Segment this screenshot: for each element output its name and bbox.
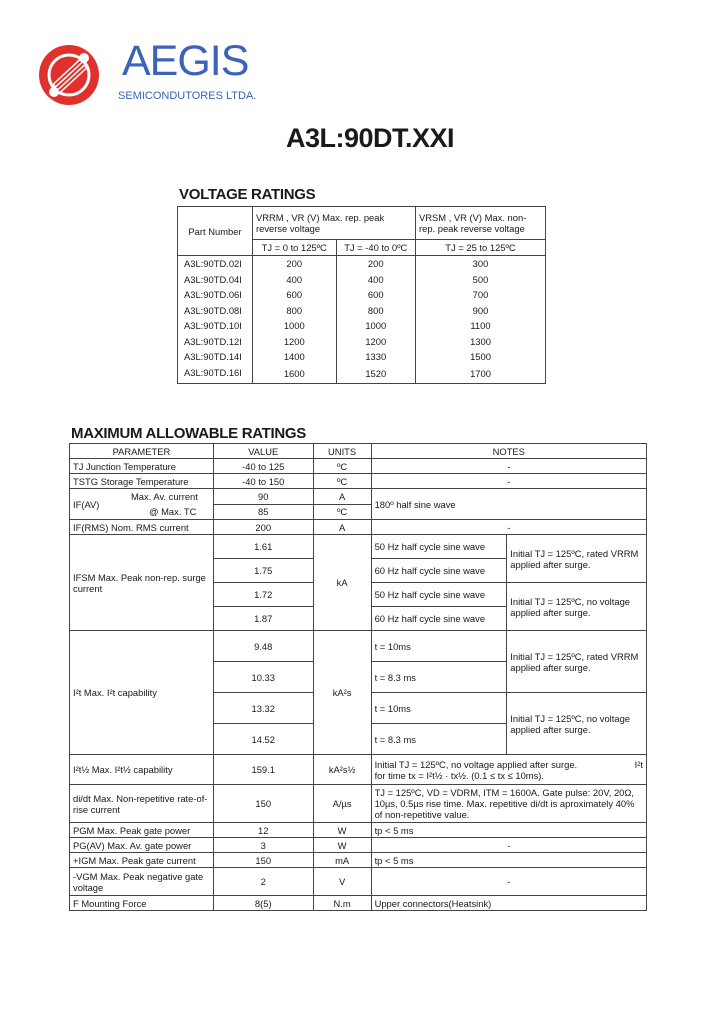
vrrm-value: 1400 [253,349,337,365]
param-label: TSTG Storage Temperature [70,474,214,489]
param-label: +IGM Max. Peak gate current [70,853,214,868]
param-value: 8(5) [213,896,313,911]
param-value: 13.32 [213,693,313,724]
header-value: VALUE [213,444,313,459]
param-label: IFSM Max. Peak non-rep. surge current [70,535,214,631]
vrsm-value: 900 [416,303,546,319]
param-unit: N.m [313,896,371,911]
ifav-symbol: IF(AV) [73,498,100,510]
param-value: 10.33 [213,662,313,693]
table-row [70,823,647,838]
param-value: 1.61 [213,535,313,559]
param-unit: V [313,868,371,896]
param-unit: kA [313,535,371,631]
table-row [70,896,647,911]
param-value: 159.1 [213,755,313,785]
param-label: I²t½ Max. I²t½ capability [70,755,214,785]
i2rt-note-line2: for time tx = I²t½ · tx½. (0.1 ≤ tx ≤ 10ms). [374,769,545,781]
param-note: TJ = 125ºC, VD = VDRM, ITM = 1600A. Gate pulse: 20V, 20Ω, 10µs, 0.5µs rise time. Max. repetitive di/dt is aproximately 40% of non-repetitive value. [371,785,646,823]
document-title: A3L:90DT.XXI [286,123,455,153]
part-number: A3L:90TD.06I [178,287,253,303]
param-label: TJ Junction Temperature [70,459,214,474]
param-note: t = 8.3 ms [371,662,507,693]
vrsm-value: 1500 [416,349,546,365]
part-number: A3L:90TD.04I [178,272,253,288]
table-row [70,489,647,505]
vrsm-value: 300 [416,256,546,272]
param-unit: A [313,520,371,535]
param-label: F Mounting Force [70,896,214,911]
param-note: tp < 5 ms [371,823,646,838]
table-row [70,535,647,559]
part-number: A3L:90TD.12I [178,334,253,350]
table-row [70,785,647,823]
vrrm-value: 400 [253,272,337,288]
param-value: 200 [213,520,313,535]
header-vrrm: VRRM , VR (V) Max. rep. peak reverse voltage [253,207,416,240]
param-note: t = 8.3 ms [371,724,507,755]
vrsm-value: 500 [416,272,546,288]
vrrm-value: 800 [253,303,337,319]
table-row [178,272,546,288]
table-row [178,318,546,334]
vrrm-value: 1200 [253,334,337,350]
param-note: - [371,838,646,853]
ifav-sub1: Max. Av. current [131,491,198,502]
table-row [178,349,546,365]
param-condition: Initial TJ = 125ºC, no voltage applied after surge. [507,693,647,755]
vrrm-value: 1600 [253,365,337,384]
vrrm-value: 1000 [253,318,337,334]
param-note: 180º half sine wave [371,489,646,520]
company-logo-icon [38,44,100,106]
param-value: 9.48 [213,631,313,662]
voltage-ratings-title: VOLTAGE RATINGS [179,186,316,203]
param-value: 150 [213,853,313,868]
param-label: IF(RMS) Nom. RMS current [70,520,214,535]
param-unit: ºC [313,474,371,489]
param-value: 1.72 [213,583,313,607]
param-label: -VGM Max. Peak negative gate voltage [70,868,214,896]
param-note [371,755,646,785]
table-row [70,459,647,474]
part-number: A3L:90TD.16I [178,365,253,384]
param-unit: ºC [313,459,371,474]
i2rt-note-line1: Initial TJ = 125ºC, no voltage applied after surge. [374,758,578,770]
max-ratings-table [69,443,647,911]
header-vrsm: VRSM , VR (V) Max. non-rep. peak reverse voltage [416,207,546,240]
param-note: t = 10ms [371,693,507,724]
param-note: tp < 5 ms [371,853,646,868]
param-value: -40 to 125 [213,459,313,474]
param-unit: kA²s½ [313,755,371,785]
vrrm-value: 600 [253,287,337,303]
table-row [178,365,546,384]
header-temp-2: TJ = -40 to 0ºC [336,240,415,256]
param-condition: Initial TJ = 125ºC, no voltage applied after surge. [507,583,647,631]
brand-subtitle: SEMICONDUTORES LTDA. [118,90,257,102]
param-condition: Initial TJ = 125ºC, rated VRRM applied after surge. [507,631,647,693]
param-unit: W [313,823,371,838]
param-value: 2 [213,868,313,896]
header-parameter: PARAMETER [70,444,214,459]
param-unit: A/µs [313,785,371,823]
param-value: 85 [213,504,313,520]
table-row [70,474,647,489]
param-note: Upper connectors(Heatsink) [371,896,646,911]
table-row [70,755,647,785]
table-row [70,868,647,896]
param-value: -40 to 150 [213,474,313,489]
vrsm-value: 1700 [416,365,546,384]
param-value: 1.87 [213,607,313,631]
param-note: 60 Hz half cycle sine wave [371,607,507,631]
vrsm-value: 1100 [416,318,546,334]
i2rt-note-line1b: I²t [634,758,643,770]
vrrm-value: 400 [336,272,415,288]
table-row [70,838,647,853]
ifav-sub2: @ Max. TC [149,506,197,517]
param-value: 1.75 [213,559,313,583]
table-row [70,853,647,868]
param-unit: A [313,489,371,505]
table-row [178,334,546,350]
param-condition: Initial TJ = 125ºC, rated VRRM applied after surge. [507,535,647,583]
header-temp-1: TJ = 0 to 125ºC [253,240,337,256]
param-label [70,489,214,520]
table-row [70,631,647,662]
table-row [178,303,546,319]
table-row [178,256,546,272]
param-label: PGM Max. Peak gate power [70,823,214,838]
vrrm-value: 1330 [336,349,415,365]
vrrm-value: 1000 [336,318,415,334]
header-part-number: Part Number [178,207,253,256]
vrsm-value: 700 [416,287,546,303]
vrsm-value: 1300 [416,334,546,350]
param-unit: ºC [313,504,371,520]
vrrm-value: 800 [336,303,415,319]
header-notes: NOTES [371,444,646,459]
param-note: - [371,474,646,489]
param-note: - [371,868,646,896]
part-number: A3L:90TD.14I [178,349,253,365]
vrrm-value: 600 [336,287,415,303]
param-value: 90 [213,489,313,505]
part-number: A3L:90TD.08I [178,303,253,319]
brand-name: AEGIS [122,37,249,85]
param-note: 60 Hz half cycle sine wave [371,559,507,583]
param-value: 12 [213,823,313,838]
param-unit: kA²s [313,631,371,755]
header-units: UNITS [313,444,371,459]
param-unit: mA [313,853,371,868]
vrrm-value: 1520 [336,365,415,384]
table-row [70,520,647,535]
param-note: - [371,520,646,535]
param-label: PG(AV) Max. Av. gate power [70,838,214,853]
vrrm-value: 1200 [336,334,415,350]
part-number: A3L:90TD.02I [178,256,253,272]
header-temp-3: TJ = 25 to 125ºC [416,240,546,256]
vrrm-value: 200 [253,256,337,272]
vrrm-value: 200 [336,256,415,272]
param-note: t = 10ms [371,631,507,662]
param-label: di/dt Max. Non-repetitive rate-of-rise current [70,785,214,823]
param-note: - [371,459,646,474]
param-note: 50 Hz half cycle sine wave [371,583,507,607]
param-value: 150 [213,785,313,823]
param-value: 3 [213,838,313,853]
param-value: 14.52 [213,724,313,755]
part-number: A3L:90TD.10I [178,318,253,334]
param-label: I²t Max. I²t capability [70,631,214,755]
max-ratings-title: MAXIMUM ALLOWABLE RATINGS [71,425,306,442]
voltage-ratings-table [177,206,546,384]
param-unit: W [313,838,371,853]
param-note: 50 Hz half cycle sine wave [371,535,507,559]
table-header-row [70,444,647,459]
table-row [178,287,546,303]
